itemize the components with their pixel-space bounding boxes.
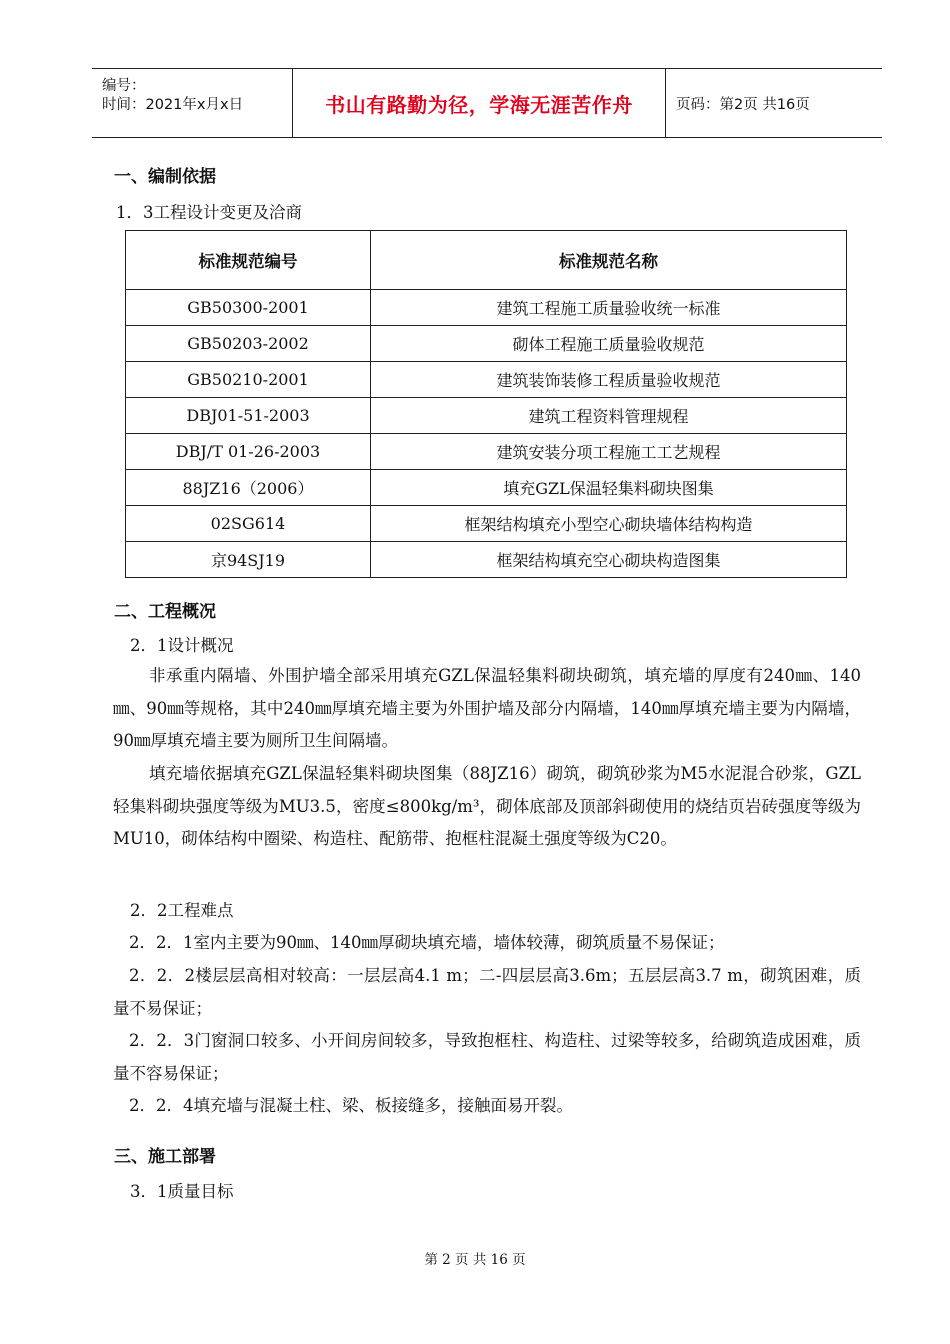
standard-name: 砌体工程施工质量验收规范: [371, 326, 847, 362]
standards-table: [125, 230, 847, 578]
standard-name: 填充GZL保温轻集料砌块图集: [371, 470, 847, 506]
paragraph-wall-spec: 填充墙依据填充GZL保温轻集料砌块图集（88JZ16）砌筑，砌筑砂浆为M5水泥混合砂浆，GZL轻集料砌块强度等级为MU3.5，密度≤800kg/m³，砌体底部及顶部斜砌使用的烧结页岩砖强度等级为MU10，砌体结构中圈梁、构造柱、配筋带、抱框柱混凝土强度等级为C20。: [113, 764, 861, 848]
table-row: [126, 362, 847, 398]
standard-code: 88JZ16（2006）: [126, 470, 371, 506]
column-header-name: 标准规范名称: [371, 231, 847, 290]
standard-name: 框架结构填充小型空心砌块墙体结构构造: [371, 506, 847, 542]
header-meta: [92, 69, 293, 137]
standard-name: 建筑安装分项工程施工工艺规程: [371, 434, 847, 470]
table-header-row: [126, 231, 847, 290]
page-footer: 第 2 页 共 16 页: [424, 1252, 526, 1268]
difficulty-item: 2．2．4填充墙与混凝土柱、梁、板接缝多，接触面易开裂。: [129, 1096, 573, 1115]
standard-code: DBJ01-51-2003: [126, 398, 371, 434]
table-row: [126, 506, 847, 542]
standard-code: GB50203-2002: [126, 326, 371, 362]
table-row: [126, 398, 847, 434]
column-header-code: 标准规范编号: [126, 231, 371, 290]
standard-code: GB50210-2001: [126, 362, 371, 398]
section-1-subtitle: 1．3工程设计变更及洽商: [116, 203, 302, 222]
header-number-label: 编号：: [102, 78, 146, 94]
table-row: [126, 290, 847, 326]
section-2-title: 二、工程概况: [114, 602, 216, 622]
section-3-title: 三、施工部署: [114, 1147, 216, 1167]
difficulty-item: 2．2．1室内主要为90㎜、140㎜厚砌块填充墙，墙体较薄，砌筑质量不易保证；: [129, 933, 725, 952]
header-time-label: 时间：2021年x月x日: [102, 97, 244, 113]
standard-code: GB50300-2001: [126, 290, 371, 326]
header-motto: 书山有路勤为径，学海无涯苦作舟: [293, 69, 666, 137]
difficulty-item: 2．2．3门窗洞口较多、小开间房间较多，导致抱框柱、构造柱、过梁等较多，给砌筑造成困难，质量不容易保证；: [113, 1031, 861, 1083]
section-3-1-heading: 3．1质量目标: [130, 1182, 234, 1201]
standard-name: 建筑工程施工质量验收统一标准: [371, 290, 847, 326]
standard-name: 框架结构填充空心砌块构造图集: [371, 542, 847, 578]
standard-code: 京94SJ19: [126, 542, 371, 578]
standard-code: DBJ/T 01-26-2003: [126, 434, 371, 470]
table-row: [126, 434, 847, 470]
page-header: [92, 68, 882, 138]
standard-name: 建筑工程资料管理规程: [371, 398, 847, 434]
standard-name: 建筑装饰装修工程质量验收规范: [371, 362, 847, 398]
header-page-info: 页码：第2页 共16页: [676, 96, 810, 113]
section-2-2-heading: 2．2工程难点: [130, 901, 234, 920]
section-2-1-heading: 2．1设计概况: [130, 636, 234, 655]
table-row: [126, 326, 847, 362]
table-row: [126, 470, 847, 506]
table-row: [126, 542, 847, 578]
section-1-title: 一、编制依据: [114, 167, 216, 187]
difficulty-item: 2．2．2楼层层高相对较高：一层层高4.1 m；二-四层层高3.6m；五层层高3.7 m，砌筑困难，质量不易保证；: [113, 966, 861, 1018]
paragraph-design-overview: 非承重内隔墙、外围护墙全部采用填充GZL保温轻集料砌块砌筑，填充墙的厚度有240㎜、140㎜、90㎜等规格，其中240㎜厚填充墙主要为外围护墙及部分内隔墙，140㎜厚填充墙主要为内隔墙，90㎜厚填充墙主要为厕所卫生间隔墙。: [113, 666, 861, 750]
standard-code: 02SG614: [126, 506, 371, 542]
